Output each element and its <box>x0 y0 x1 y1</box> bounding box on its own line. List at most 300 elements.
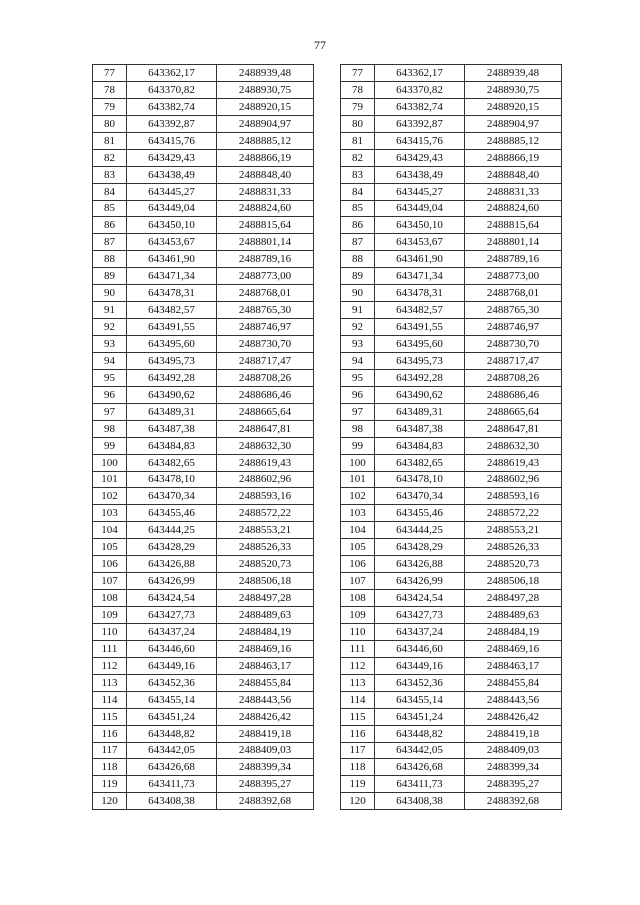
table-row <box>93 369 314 386</box>
x-coordinate-cell: 643442,05 <box>127 742 217 759</box>
x-coordinate-cell: 643482,65 <box>127 454 217 471</box>
x-coordinate-cell: 643408,38 <box>375 793 465 810</box>
table-row <box>93 149 314 166</box>
y-coordinate-cell: 2488619,43 <box>217 454 314 471</box>
point-number-cell: 86 <box>93 217 127 234</box>
x-coordinate-cell: 643461,90 <box>375 251 465 268</box>
point-number-cell: 82 <box>93 149 127 166</box>
x-coordinate-cell: 643455,14 <box>375 691 465 708</box>
point-number-cell: 104 <box>341 522 375 539</box>
y-coordinate-cell: 2488730,70 <box>465 336 562 353</box>
point-number-cell: 105 <box>93 539 127 556</box>
y-coordinate-cell: 2488815,64 <box>465 217 562 234</box>
table-row <box>341 674 562 691</box>
point-number-cell: 82 <box>341 149 375 166</box>
x-coordinate-cell: 643427,73 <box>127 607 217 624</box>
x-coordinate-cell: 643448,82 <box>375 725 465 742</box>
table-row <box>341 590 562 607</box>
y-coordinate-cell: 2488824,60 <box>217 200 314 217</box>
point-number-cell: 104 <box>93 522 127 539</box>
y-coordinate-cell: 2488455,84 <box>465 674 562 691</box>
table-row <box>93 65 314 82</box>
x-coordinate-cell: 643490,62 <box>375 386 465 403</box>
x-coordinate-cell: 643424,54 <box>375 590 465 607</box>
point-number-cell: 105 <box>341 539 375 556</box>
table-row <box>341 386 562 403</box>
x-coordinate-cell: 643487,38 <box>127 420 217 437</box>
table-row <box>93 251 314 268</box>
table-row <box>93 505 314 522</box>
y-coordinate-cell: 2488443,56 <box>217 691 314 708</box>
point-number-cell: 81 <box>93 132 127 149</box>
point-number-cell: 102 <box>341 488 375 505</box>
x-coordinate-cell: 643451,24 <box>375 708 465 725</box>
table-row <box>341 183 562 200</box>
table-row <box>341 437 562 454</box>
x-coordinate-cell: 643426,88 <box>375 556 465 573</box>
x-coordinate-cell: 643429,43 <box>375 149 465 166</box>
point-number-cell: 97 <box>341 403 375 420</box>
table-row <box>341 522 562 539</box>
y-coordinate-cell: 2488489,63 <box>217 607 314 624</box>
table-row <box>341 369 562 386</box>
x-coordinate-cell: 643492,28 <box>375 369 465 386</box>
point-number-cell: 88 <box>93 251 127 268</box>
y-coordinate-cell: 2488419,18 <box>217 725 314 742</box>
y-coordinate-cell: 2488399,34 <box>465 759 562 776</box>
x-coordinate-cell: 643478,10 <box>127 471 217 488</box>
y-coordinate-cell: 2488520,73 <box>217 556 314 573</box>
y-coordinate-cell: 2488392,68 <box>217 793 314 810</box>
y-coordinate-cell: 2488848,40 <box>217 166 314 183</box>
point-number-cell: 80 <box>93 115 127 132</box>
y-coordinate-cell: 2488815,64 <box>217 217 314 234</box>
x-coordinate-cell: 643451,24 <box>127 708 217 725</box>
point-number-cell: 111 <box>93 640 127 657</box>
table-row <box>341 285 562 302</box>
table-row <box>341 725 562 742</box>
point-number-cell: 79 <box>341 98 375 115</box>
point-number-cell: 95 <box>341 369 375 386</box>
x-coordinate-cell: 643362,17 <box>375 65 465 82</box>
y-coordinate-cell: 2488489,63 <box>465 607 562 624</box>
point-number-cell: 101 <box>93 471 127 488</box>
point-number-cell: 99 <box>341 437 375 454</box>
table-row <box>93 115 314 132</box>
x-coordinate-cell: 643491,55 <box>375 319 465 336</box>
table-row <box>93 522 314 539</box>
x-coordinate-cell: 643428,29 <box>375 539 465 556</box>
table-row <box>341 65 562 82</box>
point-number-cell: 114 <box>93 691 127 708</box>
x-coordinate-cell: 643442,05 <box>375 742 465 759</box>
point-number-cell: 112 <box>93 657 127 674</box>
y-coordinate-cell: 2488426,42 <box>217 708 314 725</box>
x-coordinate-cell: 643478,10 <box>375 471 465 488</box>
x-coordinate-cell: 643408,38 <box>127 793 217 810</box>
y-coordinate-cell: 2488463,17 <box>465 657 562 674</box>
point-number-cell: 109 <box>341 607 375 624</box>
y-coordinate-cell: 2488730,70 <box>217 336 314 353</box>
point-number-cell: 85 <box>341 200 375 217</box>
y-coordinate-cell: 2488939,48 <box>217 65 314 82</box>
y-coordinate-cell: 2488765,30 <box>217 302 314 319</box>
point-number-cell: 113 <box>93 674 127 691</box>
y-coordinate-cell: 2488686,46 <box>465 386 562 403</box>
point-number-cell: 108 <box>93 590 127 607</box>
point-number-cell: 107 <box>341 573 375 590</box>
table-row <box>341 776 562 793</box>
y-coordinate-cell: 2488768,01 <box>217 285 314 302</box>
point-number-cell: 98 <box>93 420 127 437</box>
x-coordinate-cell: 643438,49 <box>127 166 217 183</box>
table-row <box>341 98 562 115</box>
y-coordinate-cell: 2488665,64 <box>465 403 562 420</box>
table-row <box>93 640 314 657</box>
table-row <box>341 708 562 725</box>
table-row <box>341 488 562 505</box>
y-coordinate-cell: 2488848,40 <box>465 166 562 183</box>
point-number-cell: 119 <box>341 776 375 793</box>
table-row <box>341 420 562 437</box>
x-coordinate-cell: 643478,31 <box>127 285 217 302</box>
x-coordinate-cell: 643452,36 <box>375 674 465 691</box>
coordinates-table-left <box>92 64 314 810</box>
point-number-cell: 88 <box>341 251 375 268</box>
table-row <box>93 420 314 437</box>
table-row <box>341 793 562 810</box>
coordinates-table-right <box>340 64 562 810</box>
y-coordinate-cell: 2488409,03 <box>465 742 562 759</box>
y-coordinate-cell: 2488497,28 <box>465 590 562 607</box>
table-row <box>341 623 562 640</box>
x-coordinate-cell: 643450,10 <box>127 217 217 234</box>
point-number-cell: 83 <box>341 166 375 183</box>
point-number-cell: 120 <box>341 793 375 810</box>
table-row <box>341 607 562 624</box>
point-number-cell: 116 <box>341 725 375 742</box>
point-number-cell: 103 <box>341 505 375 522</box>
table-row <box>93 708 314 725</box>
table-row <box>93 454 314 471</box>
x-coordinate-cell: 643448,82 <box>127 725 217 742</box>
y-coordinate-cell: 2488920,15 <box>217 98 314 115</box>
x-coordinate-cell: 643484,83 <box>127 437 217 454</box>
x-coordinate-cell: 643491,55 <box>127 319 217 336</box>
point-number-cell: 110 <box>341 623 375 640</box>
point-number-cell: 114 <box>341 691 375 708</box>
table-row <box>93 674 314 691</box>
table-row <box>341 556 562 573</box>
point-number-cell: 107 <box>93 573 127 590</box>
x-coordinate-cell: 643489,31 <box>127 403 217 420</box>
y-coordinate-cell: 2488665,64 <box>217 403 314 420</box>
point-number-cell: 78 <box>341 81 375 98</box>
x-coordinate-cell: 643426,68 <box>127 759 217 776</box>
point-number-cell: 80 <box>341 115 375 132</box>
point-number-cell: 108 <box>341 590 375 607</box>
x-coordinate-cell: 643429,43 <box>127 149 217 166</box>
x-coordinate-cell: 643392,87 <box>127 115 217 132</box>
y-coordinate-cell: 2488866,19 <box>217 149 314 166</box>
x-coordinate-cell: 643426,99 <box>375 573 465 590</box>
x-coordinate-cell: 643455,46 <box>375 505 465 522</box>
y-coordinate-cell: 2488717,47 <box>217 352 314 369</box>
point-number-cell: 94 <box>93 352 127 369</box>
table-row <box>341 217 562 234</box>
point-number-cell: 91 <box>93 302 127 319</box>
table-row <box>341 81 562 98</box>
point-number-cell: 81 <box>341 132 375 149</box>
x-coordinate-cell: 643382,74 <box>375 98 465 115</box>
y-coordinate-cell: 2488708,26 <box>217 369 314 386</box>
x-coordinate-cell: 643411,73 <box>127 776 217 793</box>
point-number-cell: 110 <box>93 623 127 640</box>
x-coordinate-cell: 643449,16 <box>127 657 217 674</box>
y-coordinate-cell: 2488419,18 <box>465 725 562 742</box>
point-number-cell: 101 <box>341 471 375 488</box>
table-row <box>93 98 314 115</box>
table-row <box>341 573 562 590</box>
point-number-cell: 90 <box>341 285 375 302</box>
table-row <box>341 505 562 522</box>
point-number-cell: 118 <box>341 759 375 776</box>
point-number-cell: 97 <box>93 403 127 420</box>
table-row <box>341 403 562 420</box>
x-coordinate-cell: 643470,34 <box>127 488 217 505</box>
point-number-cell: 85 <box>93 200 127 217</box>
table-row <box>93 759 314 776</box>
table-row <box>341 251 562 268</box>
x-coordinate-cell: 643471,34 <box>127 268 217 285</box>
x-coordinate-cell: 643452,36 <box>127 674 217 691</box>
y-coordinate-cell: 2488632,30 <box>465 437 562 454</box>
y-coordinate-cell: 2488885,12 <box>217 132 314 149</box>
y-coordinate-cell: 2488619,43 <box>465 454 562 471</box>
table-row <box>341 539 562 556</box>
point-number-cell: 111 <box>341 640 375 657</box>
y-coordinate-cell: 2488831,33 <box>465 183 562 200</box>
y-coordinate-cell: 2488866,19 <box>465 149 562 166</box>
x-coordinate-cell: 643426,68 <box>375 759 465 776</box>
table-row <box>341 640 562 657</box>
table-row <box>93 285 314 302</box>
table-row <box>93 200 314 217</box>
y-coordinate-cell: 2488647,81 <box>465 420 562 437</box>
y-coordinate-cell: 2488593,16 <box>217 488 314 505</box>
point-number-cell: 92 <box>93 319 127 336</box>
x-coordinate-cell: 643490,62 <box>127 386 217 403</box>
y-coordinate-cell: 2488572,22 <box>465 505 562 522</box>
x-coordinate-cell: 643415,76 <box>127 132 217 149</box>
point-number-cell: 117 <box>341 742 375 759</box>
x-coordinate-cell: 643415,76 <box>375 132 465 149</box>
point-number-cell: 103 <box>93 505 127 522</box>
x-coordinate-cell: 643449,16 <box>375 657 465 674</box>
table-row <box>341 742 562 759</box>
table-row <box>93 234 314 251</box>
y-coordinate-cell: 2488904,97 <box>217 115 314 132</box>
y-coordinate-cell: 2488395,27 <box>217 776 314 793</box>
y-coordinate-cell: 2488443,56 <box>465 691 562 708</box>
table-row <box>93 217 314 234</box>
x-coordinate-cell: 643495,73 <box>375 352 465 369</box>
table-row <box>93 302 314 319</box>
table-row <box>93 691 314 708</box>
y-coordinate-cell: 2488930,75 <box>217 81 314 98</box>
point-number-cell: 115 <box>341 708 375 725</box>
point-number-cell: 77 <box>93 65 127 82</box>
x-coordinate-cell: 643444,25 <box>127 522 217 539</box>
table-row <box>93 403 314 420</box>
y-coordinate-cell: 2488553,21 <box>217 522 314 539</box>
table-body <box>341 65 562 810</box>
table-row <box>93 471 314 488</box>
table-row <box>93 793 314 810</box>
point-number-cell: 77 <box>341 65 375 82</box>
x-coordinate-cell: 643450,10 <box>375 217 465 234</box>
table-row <box>93 776 314 793</box>
x-coordinate-cell: 643426,88 <box>127 556 217 573</box>
table-row <box>93 319 314 336</box>
x-coordinate-cell: 643453,67 <box>127 234 217 251</box>
x-coordinate-cell: 643362,17 <box>127 65 217 82</box>
y-coordinate-cell: 2488520,73 <box>465 556 562 573</box>
point-number-cell: 116 <box>93 725 127 742</box>
table-row <box>93 725 314 742</box>
x-coordinate-cell: 643446,60 <box>375 640 465 657</box>
point-number-cell: 99 <box>93 437 127 454</box>
table-row <box>93 352 314 369</box>
y-coordinate-cell: 2488526,33 <box>465 539 562 556</box>
point-number-cell: 106 <box>93 556 127 573</box>
point-number-cell: 87 <box>93 234 127 251</box>
y-coordinate-cell: 2488572,22 <box>217 505 314 522</box>
table-row <box>341 268 562 285</box>
point-number-cell: 96 <box>341 386 375 403</box>
table-row <box>341 132 562 149</box>
x-coordinate-cell: 643382,74 <box>127 98 217 115</box>
table-row <box>341 302 562 319</box>
table-row <box>341 657 562 674</box>
y-coordinate-cell: 2488904,97 <box>465 115 562 132</box>
y-coordinate-cell: 2488506,18 <box>217 573 314 590</box>
y-coordinate-cell: 2488506,18 <box>465 573 562 590</box>
x-coordinate-cell: 643492,28 <box>127 369 217 386</box>
y-coordinate-cell: 2488593,16 <box>465 488 562 505</box>
point-number-cell: 100 <box>93 454 127 471</box>
x-coordinate-cell: 643461,90 <box>127 251 217 268</box>
point-number-cell: 89 <box>93 268 127 285</box>
point-number-cell: 98 <box>341 420 375 437</box>
y-coordinate-cell: 2488553,21 <box>465 522 562 539</box>
point-number-cell: 112 <box>341 657 375 674</box>
y-coordinate-cell: 2488469,16 <box>217 640 314 657</box>
x-coordinate-cell: 643444,25 <box>375 522 465 539</box>
point-number-cell: 100 <box>341 454 375 471</box>
x-coordinate-cell: 643495,73 <box>127 352 217 369</box>
point-number-cell: 95 <box>93 369 127 386</box>
x-coordinate-cell: 643445,27 <box>127 183 217 200</box>
y-coordinate-cell: 2488463,17 <box>217 657 314 674</box>
point-number-cell: 109 <box>93 607 127 624</box>
y-coordinate-cell: 2488768,01 <box>465 285 562 302</box>
y-coordinate-cell: 2488455,84 <box>217 674 314 691</box>
y-coordinate-cell: 2488632,30 <box>217 437 314 454</box>
x-coordinate-cell: 643370,82 <box>375 81 465 98</box>
y-coordinate-cell: 2488395,27 <box>465 776 562 793</box>
table-row <box>93 607 314 624</box>
y-coordinate-cell: 2488708,26 <box>465 369 562 386</box>
point-number-cell: 119 <box>93 776 127 793</box>
y-coordinate-cell: 2488392,68 <box>465 793 562 810</box>
y-coordinate-cell: 2488484,19 <box>465 623 562 640</box>
point-number-cell: 93 <box>341 336 375 353</box>
x-coordinate-cell: 643495,60 <box>127 336 217 353</box>
table-row <box>93 386 314 403</box>
y-coordinate-cell: 2488526,33 <box>217 539 314 556</box>
x-coordinate-cell: 643453,67 <box>375 234 465 251</box>
y-coordinate-cell: 2488824,60 <box>465 200 562 217</box>
table-row <box>93 590 314 607</box>
table-row <box>93 742 314 759</box>
table-row <box>341 759 562 776</box>
y-coordinate-cell: 2488409,03 <box>217 742 314 759</box>
y-coordinate-cell: 2488484,19 <box>217 623 314 640</box>
x-coordinate-cell: 643482,57 <box>375 302 465 319</box>
y-coordinate-cell: 2488426,42 <box>465 708 562 725</box>
table-row <box>93 623 314 640</box>
x-coordinate-cell: 643471,34 <box>375 268 465 285</box>
x-coordinate-cell: 643446,60 <box>127 640 217 657</box>
point-number-cell: 86 <box>341 217 375 234</box>
y-coordinate-cell: 2488789,16 <box>217 251 314 268</box>
y-coordinate-cell: 2488686,46 <box>217 386 314 403</box>
x-coordinate-cell: 643484,83 <box>375 437 465 454</box>
table-row <box>341 454 562 471</box>
point-number-cell: 79 <box>93 98 127 115</box>
point-number-cell: 118 <box>93 759 127 776</box>
y-coordinate-cell: 2488831,33 <box>217 183 314 200</box>
y-coordinate-cell: 2488765,30 <box>465 302 562 319</box>
x-coordinate-cell: 643437,24 <box>127 623 217 640</box>
table-row <box>341 166 562 183</box>
x-coordinate-cell: 643487,38 <box>375 420 465 437</box>
x-coordinate-cell: 643455,46 <box>127 505 217 522</box>
y-coordinate-cell: 2488602,96 <box>465 471 562 488</box>
point-number-cell: 120 <box>93 793 127 810</box>
x-coordinate-cell: 643478,31 <box>375 285 465 302</box>
y-coordinate-cell: 2488773,00 <box>465 268 562 285</box>
table-row <box>93 657 314 674</box>
y-coordinate-cell: 2488801,14 <box>465 234 562 251</box>
y-coordinate-cell: 2488789,16 <box>465 251 562 268</box>
y-coordinate-cell: 2488801,14 <box>217 234 314 251</box>
x-coordinate-cell: 643392,87 <box>375 115 465 132</box>
point-number-cell: 102 <box>93 488 127 505</box>
x-coordinate-cell: 643449,04 <box>127 200 217 217</box>
table-row <box>93 166 314 183</box>
x-coordinate-cell: 643426,99 <box>127 573 217 590</box>
y-coordinate-cell: 2488939,48 <box>465 65 562 82</box>
table-row <box>341 234 562 251</box>
table-row <box>93 556 314 573</box>
y-coordinate-cell: 2488930,75 <box>465 81 562 98</box>
point-number-cell: 92 <box>341 319 375 336</box>
point-number-cell: 93 <box>93 336 127 353</box>
point-number-cell: 84 <box>341 183 375 200</box>
y-coordinate-cell: 2488920,15 <box>465 98 562 115</box>
